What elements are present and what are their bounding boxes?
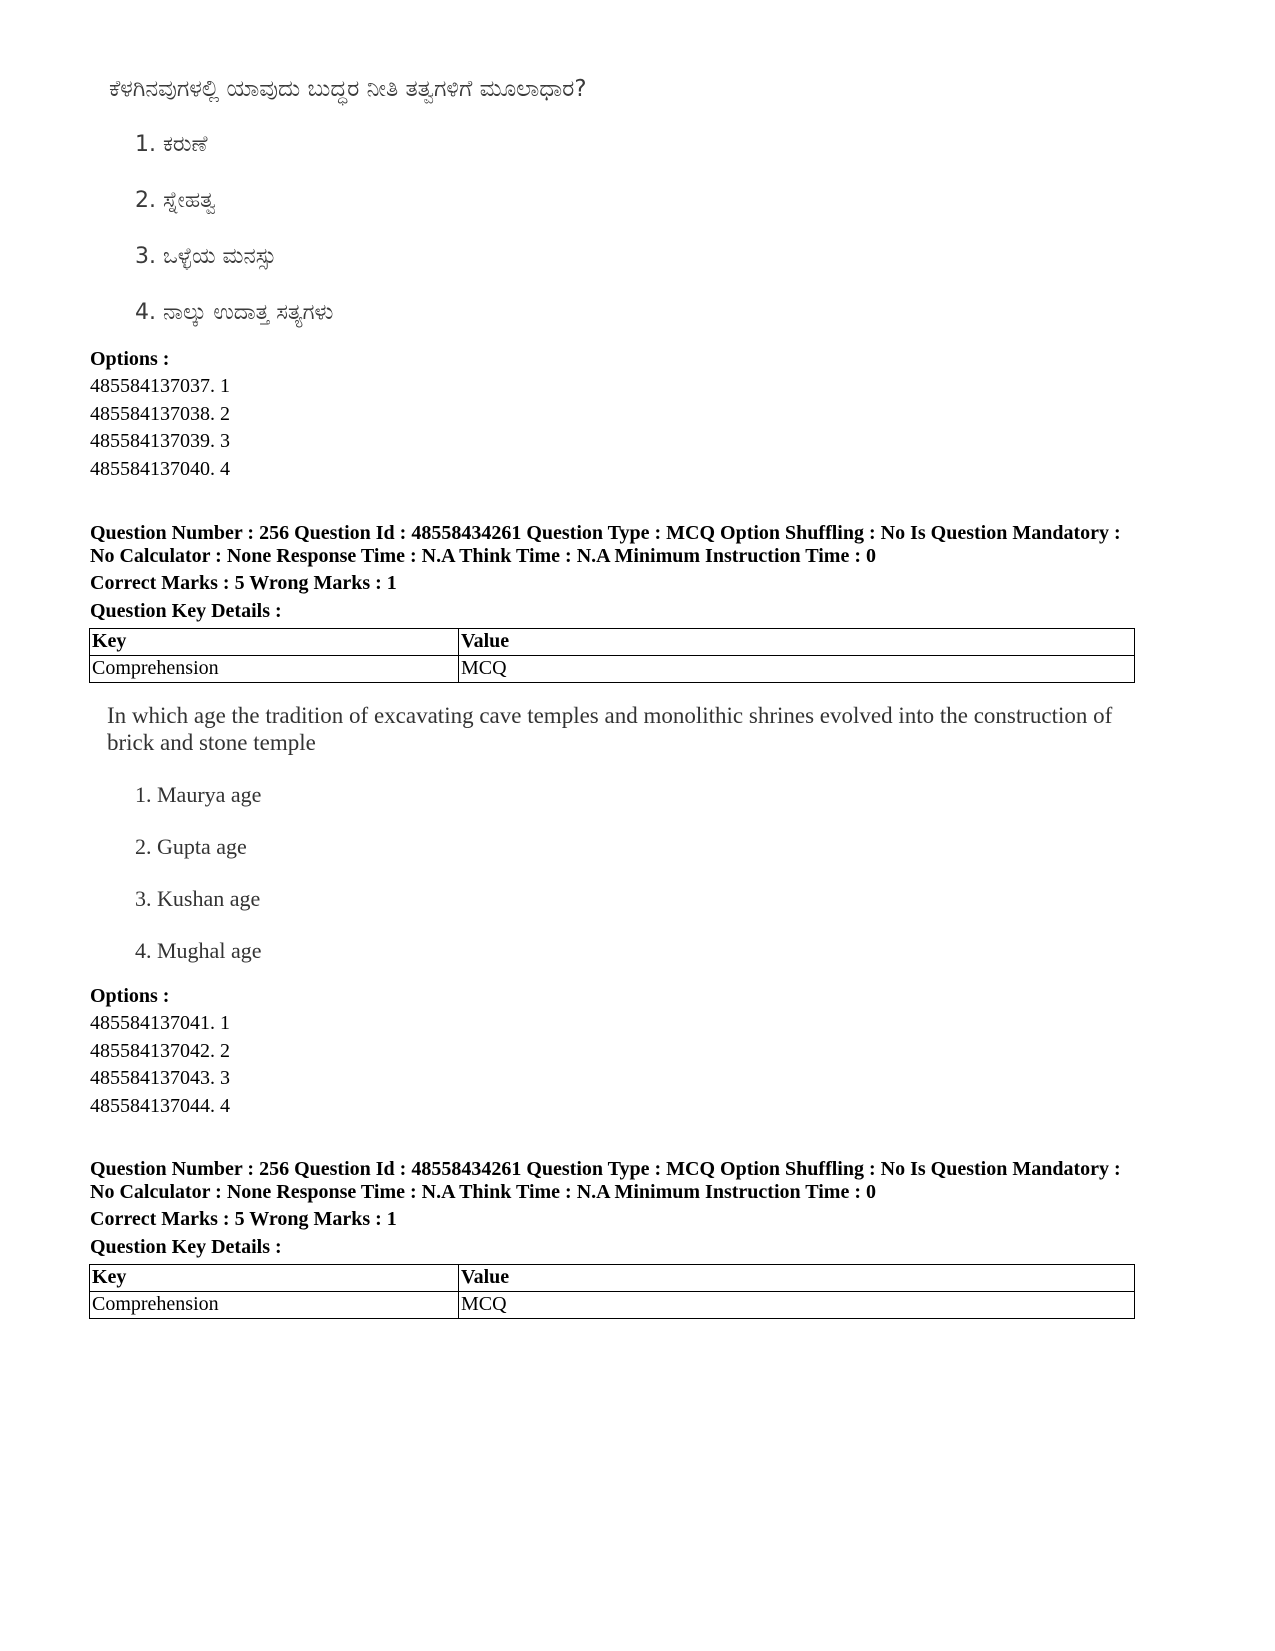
option-id-2: 485584137042. 2: [90, 1040, 230, 1062]
key-details-label: Question Key Details :: [90, 1236, 282, 1258]
table-header-key: Key: [90, 1265, 459, 1292]
options-label: Options :: [90, 985, 170, 1007]
choice-2: 2. Gupta age: [135, 834, 247, 859]
option-id-3: 485584137039. 3: [90, 430, 230, 452]
table-row: [90, 1292, 1135, 1319]
question-meta-line1: Question Number : 256 Question Id : 48558434261 Question Type : MCQ Option Shuffling : No Is Question Mandatory :: [90, 1158, 1121, 1180]
question-meta-line1: Question Number : 256 Question Id : 48558434261 Question Type : MCQ Option Shuffling : No Is Question Mandatory :: [90, 522, 1121, 544]
option-id-1: 485584137037. 1: [90, 375, 230, 397]
option-id-1: 485584137041. 1: [90, 1012, 230, 1034]
key-value-table: [89, 628, 1135, 683]
options-label: Options :: [90, 348, 170, 370]
question-stem-kannada: ಕೆಳಗಿನವುಗಳಲ್ಲಿ ಯಾವುದು ಬುದ್ಧರ ನೀತಿ ತತ್ವಗಳಿಗೆ ಮೂಲಾಧಾರ?: [109, 76, 587, 102]
option-id-4: 485584137044. 4: [90, 1095, 230, 1117]
option-id-4: 485584137040. 4: [90, 458, 230, 480]
table-row: [90, 656, 1135, 683]
option-id-2: 485584137038. 2: [90, 403, 230, 425]
table-header-value: Value: [459, 629, 1135, 656]
choice-1: 1. ಕರುಣೆ: [135, 132, 208, 157]
choice-2: 2. ಸ್ನೇಹತ್ವ: [135, 188, 216, 213]
choice-4: 4. ನಾಲ್ಕು ಉದಾತ್ತ ಸತ್ಯಗಳು: [135, 300, 334, 325]
table-header-row: [90, 1265, 1135, 1292]
table-cell-value: MCQ: [459, 656, 1135, 683]
table-header-value: Value: [459, 1265, 1135, 1292]
table-header-row: [90, 629, 1135, 656]
question-stem-line1: In which age the tradition of excavating cave temples and monolithic shrines evolved into the construction of: [107, 703, 1113, 728]
table-header-key: Key: [90, 629, 459, 656]
question-meta-line2: No Calculator : None Response Time : N.A Think Time : N.A Minimum Instruction Time : 0: [90, 1181, 876, 1203]
table-cell-key: Comprehension: [90, 1292, 459, 1319]
option-id-3: 485584137043. 3: [90, 1067, 230, 1089]
key-details-label: Question Key Details :: [90, 600, 282, 622]
question-meta-line2: No Calculator : None Response Time : N.A Think Time : N.A Minimum Instruction Time : 0: [90, 545, 876, 567]
table-cell-key: Comprehension: [90, 656, 459, 683]
marks-line: Correct Marks : 5 Wrong Marks : 1: [90, 572, 397, 594]
question-stem-line2: brick and stone temple: [107, 730, 316, 755]
choice-3: 3. Kushan age: [135, 886, 261, 911]
table-cell-value: MCQ: [459, 1292, 1135, 1319]
choice-1: 1. Maurya age: [135, 782, 262, 807]
marks-line: Correct Marks : 5 Wrong Marks : 1: [90, 1208, 397, 1230]
choice-3: 3. ಒಳ್ಳೆಯ ಮನಸ್ಸು: [135, 244, 277, 269]
key-value-table: [89, 1264, 1135, 1319]
choice-4: 4. Mughal age: [135, 938, 262, 963]
